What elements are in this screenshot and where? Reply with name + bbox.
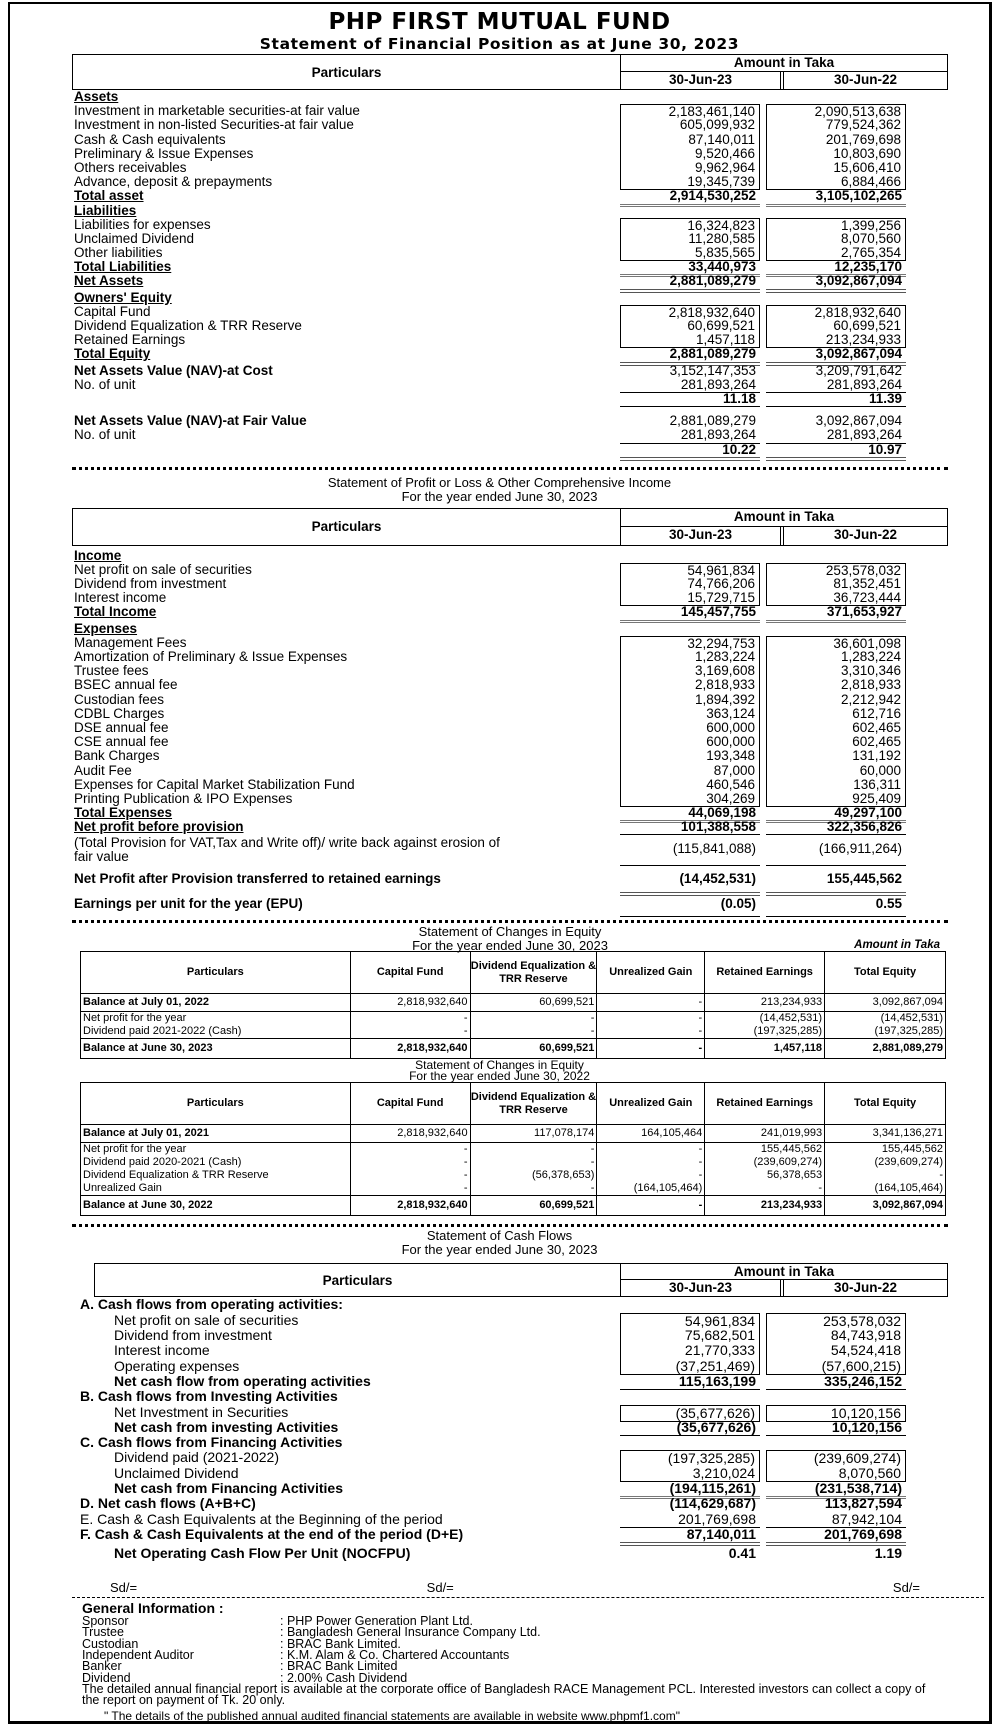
table-row: Others receivables 9,962,964 15,606,410 bbox=[72, 161, 948, 175]
table-header: Particulars Capital Fund Dividend Equalization & TRR Reserve Unrealized Gain Retained Earnings Total Equity bbox=[81, 1083, 946, 1125]
col-2022-header: 30-Jun-22 bbox=[833, 72, 898, 87]
equity-2022-caption: Statement of Changes in Equity For the year ended June 30, 2022 bbox=[409, 1058, 590, 1084]
table-row: CSE annual fee 600,000 602,465 bbox=[72, 735, 948, 749]
signature: Sd/= bbox=[426, 1580, 454, 1596]
total-asset-row: Total asset 2,914,530,252 3,105,102,265 bbox=[72, 189, 948, 203]
amount-header: Amount in Taka bbox=[621, 1264, 947, 1280]
table-row: Liabilities for expenses 16,324,823 1,399,256 bbox=[72, 218, 948, 232]
table-row: Unclaimed Dividend 11,280,585 8,070,560 bbox=[72, 232, 948, 246]
financial-statement-page bbox=[8, 2, 992, 1724]
opening-balance-row: Balance at July 01, 2022 2,818,932,640 60,699,521 - 213,234,933 3,092,867,094 bbox=[81, 994, 946, 1012]
info-row: Custodian : BRAC Bank Limited. bbox=[82, 1636, 401, 1651]
nav-cost-units-row: No. of unit 281,893,264 281,893,264 bbox=[72, 378, 948, 392]
equity-2023-caption: Statement of Changes in Equity For the year ended June 30, 2023 Amount in Taka bbox=[412, 924, 940, 954]
table-row: Investment in non-listed Securities-at fair value 605,099,932 779,524,362 bbox=[72, 118, 948, 132]
particulars-header: Particulars bbox=[73, 55, 621, 89]
equity-2023-table bbox=[80, 951, 946, 1059]
table-row: CDBL Charges 363,124 612,716 bbox=[72, 707, 948, 721]
table-row: Net profit on sale of securities 54,961,834 253,578,032 bbox=[94, 1313, 948, 1328]
table-row: Net Investment in Securities (35,677,626) 10,120,156 bbox=[94, 1405, 948, 1420]
amount-note: Amount in Taka bbox=[854, 939, 940, 952]
signatures bbox=[110, 1580, 950, 1595]
opening-balance-row: Balance at July 01, 2021 2,818,932,640 117,078,174 164,105,464 241,019,993 3,341,136,271 bbox=[81, 1125, 946, 1143]
signature: Sd/= bbox=[892, 1580, 921, 1596]
amount-header: Amount in Taka bbox=[621, 509, 947, 527]
net-after-provision-row: Net Profit after Provision transferred to retained earnings (14,452,531) 155,445,562 bbox=[72, 866, 948, 892]
table-row: Dividend from investment 74,766,206 81,352,451 bbox=[72, 577, 948, 591]
info-row: Independent Auditor : K.M. Alam & Co. Chartered Accountants bbox=[82, 1648, 510, 1663]
section-heading: A. Cash flows from operating activities: bbox=[80, 1296, 343, 1313]
table-row: Net profit for the year - - - 155,445,562 155,445,562 bbox=[81, 1143, 946, 1157]
operating-total-row: Net cash flow from operating activities 115,163,199 335,246,152 bbox=[94, 1374, 948, 1389]
info-row: Dividend : 2.00% Cash Dividend bbox=[82, 1670, 408, 1685]
profit-loss-title: Statement of Profit or Loss & Other Comprehensive Income bbox=[327, 474, 672, 490]
col-2022-header: 30-Jun-22 bbox=[833, 1280, 898, 1296]
cash-flows-table bbox=[80, 1263, 948, 1566]
table-row: Dividend paid 2021-2022 (Cash) - - - (197,325,285) (197,325,285) bbox=[81, 1025, 946, 1039]
table-header bbox=[72, 508, 948, 546]
table-row: Advance, deposit & prepayments 19,345,739 6,884,466 bbox=[72, 175, 948, 189]
dashed-divider bbox=[72, 1597, 984, 1598]
nav-fair-per-unit-row: 10.22 10.97 bbox=[72, 443, 948, 457]
col-2022-header: 30-Jun-22 bbox=[833, 526, 898, 542]
availability-text: The detailed annual financial report is available at the corporate office of Bangladesh RACE Management PCL. Interested investors can collect a copy of the report on payment of Tk. 20 only. bbox=[82, 1681, 926, 1708]
signature: Sd/= bbox=[110, 1580, 138, 1596]
table-row: Custodian fees 1,894,392 2,212,942 bbox=[72, 693, 948, 707]
cash-beginning-row: E. Cash & Cash Equivalents at the Beginning of the period 201,769,698 87,942,104 bbox=[80, 1512, 948, 1527]
table-row: Preliminary & Issue Expenses 9,520,466 10,803,690 bbox=[72, 147, 948, 161]
financial-position-title: Statement of Financial Position as at June 30, 2023 bbox=[259, 35, 740, 53]
particulars-header: Particulars bbox=[95, 1264, 621, 1296]
table-header bbox=[94, 1263, 948, 1297]
net-assets-row: Net Assets 2,881,089,279 3,092,867,094 bbox=[72, 274, 948, 288]
table-row: Management Fees 32,294,753 36,601,098 bbox=[72, 636, 948, 650]
website-note: " The details of the published annual audited financial statements are available in website www.phpmf1.com" bbox=[104, 1708, 680, 1723]
profit-loss-period: For the year ended June 30, 2023 bbox=[401, 488, 598, 504]
table-row: Other liabilities 5,835,565 2,765,354 bbox=[72, 246, 948, 260]
table-row: Unrealized Gain - - (164,105,464) - (164,105,464) bbox=[81, 1182, 946, 1196]
table-row: Amortization of Preliminary & Issue Expenses 1,283,224 1,283,224 bbox=[72, 650, 948, 664]
table-row: Interest income 21,770,333 54,524,418 bbox=[94, 1343, 948, 1358]
table-row: Bank Charges 193,348 131,192 bbox=[72, 749, 948, 763]
closing-balance-row: Balance at June 30, 2022 2,818,932,640 60,699,521 - 213,234,933 3,092,867,094 bbox=[81, 1196, 946, 1216]
table-row: Capital Fund 2,818,932,640 2,818,932,640 bbox=[72, 305, 948, 319]
section-heading: Income bbox=[74, 547, 122, 563]
cash-end-row: F. Cash & Cash Equivalents at the end of the period (D+E) 87,140,011 201,769,698 bbox=[80, 1527, 948, 1542]
financing-total-row: Net cash from Financing Activities (194,115,261) (231,538,714) bbox=[94, 1481, 948, 1496]
fund-title: PHP FIRST MUTUAL FUND bbox=[328, 9, 671, 35]
table-row: Net profit for the year - - - (14,452,531) (14,452,531) bbox=[81, 1012, 946, 1026]
section-heading: Liabilities bbox=[74, 202, 137, 218]
nav-cost-per-unit-row: 11.18 11.39 bbox=[72, 392, 948, 406]
total-equity-row: Total Equity 2,881,089,279 3,092,867,094 bbox=[72, 347, 948, 361]
table-row: BSEC annual fee 2,818,933 2,818,933 bbox=[72, 678, 948, 692]
nav-cost-row: Net Assets Value (NAV)-at Cost 3,152,147,353 3,209,791,642 bbox=[74, 362, 902, 378]
net-cash-flows-row: D. Net cash flows (A+B+C) (114,629,687) 113,827,594 bbox=[80, 1495, 902, 1512]
total-expenses-row: Total Expenses 44,069,198 49,297,100 bbox=[72, 806, 948, 820]
nocfpu-row: Net Operating Cash Flow Per Unit (NOCFPU) 0.41 1.19 bbox=[114, 1545, 902, 1562]
nav-fair-units-row: No. of unit 281,893,264 281,893,264 bbox=[72, 428, 948, 442]
table-row: Printing Publication & IPO Expenses 304,269 925,409 bbox=[72, 792, 948, 806]
table-row: Trustee fees 3,169,608 3,310,346 bbox=[72, 664, 948, 678]
table-row: Audit Fee 87,000 60,000 bbox=[72, 764, 948, 778]
table-row: Expenses for Capital Market Stabilization Fund 460,546 136,311 bbox=[72, 778, 948, 792]
table-row: Dividend Equalization & TRR Reserve - (56,378,653) - 56,378,653 - bbox=[81, 1169, 946, 1182]
dotted-divider bbox=[72, 467, 948, 470]
general-information bbox=[82, 1601, 989, 1722]
info-row: Banker : BRAC Bank Limited bbox=[82, 1659, 398, 1674]
table-row: DSE annual fee 600,000 602,465 bbox=[72, 721, 948, 735]
epu-row: Earnings per unit for the year (EPU) (0.05) 0.55 bbox=[72, 892, 948, 914]
section-heading: Expenses bbox=[74, 620, 138, 636]
table-row: Dividend Equalization & TRR Reserve 60,699,521 60,699,521 bbox=[72, 319, 948, 333]
table-row: Unclaimed Dividend 3,210,024 8,070,560 bbox=[94, 1466, 948, 1481]
table-row: Dividend paid 2020-2021 (Cash) - - - (239,609,274) (239,609,274) bbox=[81, 1156, 946, 1169]
investing-total-row: Net cash from investing Activities (35,677,626) 10,120,156 bbox=[94, 1420, 948, 1435]
table-row: Dividend from investment 75,682,501 84,743,918 bbox=[94, 1328, 948, 1343]
section-heading: C. Cash flows from Financing Activities bbox=[80, 1434, 343, 1451]
total-income-row: Total Income 145,457,755 371,653,927 bbox=[72, 605, 948, 619]
financial-position-table bbox=[72, 54, 948, 457]
section-heading: B. Cash flows from Investing Activities bbox=[80, 1388, 338, 1405]
profit-loss-table bbox=[72, 508, 948, 915]
equity-2022-table bbox=[80, 1082, 946, 1216]
cash-flows-title: Statement of Cash Flows bbox=[426, 1228, 573, 1244]
info-row: Sponsor : PHP Power Generation Plant Ltd. bbox=[82, 1614, 473, 1629]
table-row: Net profit on sale of securities 54,961,834 253,578,032 bbox=[72, 563, 948, 577]
table-row: Operating expenses (37,251,469) (57,600,215) bbox=[94, 1359, 948, 1374]
dotted-divider bbox=[72, 1224, 948, 1227]
total-liabilities-row: Total Liabilities 33,440,973 12,235,170 bbox=[72, 260, 948, 274]
net-before-provision-row: Net profit before provision 101,388,558 322,356,826 bbox=[72, 820, 948, 834]
table-header: Particulars Capital Fund Dividend Equalization & TRR Reserve Unrealized Gain Retained Earnings Total Equity bbox=[81, 952, 946, 994]
table-row: Cash & Cash equivalents 87,140,011 201,769,698 bbox=[72, 133, 948, 147]
particulars-header: Particulars bbox=[73, 509, 621, 545]
provision-row: (Total Provision for VAT,Tax and Write off)/ write back against erosion of fair value (115,841,088) (166,911,264) bbox=[72, 834, 948, 866]
table-header bbox=[72, 54, 948, 90]
col-2023-header: 30-Jun-23 bbox=[621, 72, 784, 89]
info-row: Trustee : Bangladesh General Insurance Company Ltd. bbox=[82, 1625, 541, 1640]
table-row: Retained Earnings 1,457,118 213,234,933 bbox=[72, 333, 948, 347]
table-row: Interest income 15,729,715 36,723,444 bbox=[72, 591, 948, 605]
col-2023-header: 30-Jun-23 bbox=[621, 527, 784, 545]
col-2023-header: 30-Jun-23 bbox=[621, 1280, 784, 1296]
section-heading: Owners' Equity bbox=[74, 289, 172, 305]
general-info-heading: General Information : bbox=[82, 1600, 224, 1617]
section-heading: Assets bbox=[74, 89, 119, 104]
amount-header: Amount in Taka bbox=[621, 55, 947, 72]
nav-fair-row: Net Assets Value (NAV)-at Fair Value 2,881,089,279 3,092,867,094 bbox=[74, 413, 902, 429]
table-row: Dividend paid (2021-2022) (197,325,285) (239,609,274) bbox=[94, 1450, 948, 1465]
cash-flows-period: For the year ended June 30, 2023 bbox=[401, 1242, 598, 1258]
closing-balance-row: Balance at June 30, 2023 2,818,932,640 60,699,521 - 1,457,118 2,881,089,279 bbox=[81, 1039, 946, 1059]
table-row: Investment in marketable securities-at fair value 2,183,461,140 2,090,513,638 bbox=[72, 104, 948, 118]
